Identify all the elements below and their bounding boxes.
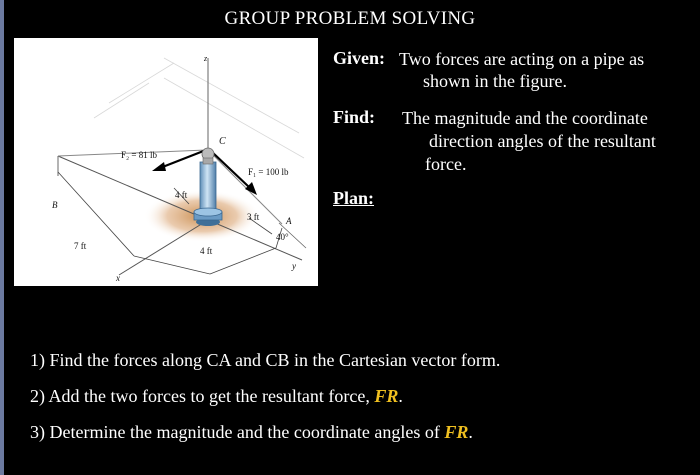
plan-steps — [30, 349, 500, 457]
plan-step-3-fr: FR — [444, 422, 469, 442]
plan-step-1 — [30, 349, 500, 385]
faint-sketch-lines — [94, 58, 304, 158]
plan-step-3 — [30, 421, 500, 457]
plan-step-1-text: 1) Find the forces along CA and CB in the Cartesian vector form. — [30, 350, 501, 370]
given-label: Given: — [333, 48, 385, 68]
given-line-2: shown in the figure. — [423, 71, 567, 91]
label-c: C — [219, 136, 226, 147]
plan-step-2 — [30, 385, 500, 421]
label-b: B — [52, 200, 58, 210]
given-text — [399, 48, 684, 92]
label-3ft: 3 ft — [247, 212, 260, 222]
label-z: z — [204, 54, 208, 63]
plan-step-2-end: . — [398, 386, 403, 406]
label-4ft-upper: 4 ft — [175, 190, 188, 200]
given-line-1: Two forces are acting on a pipe as — [399, 49, 645, 69]
label-x: x — [116, 273, 120, 283]
label-f1: F₁ = 100 lb — [248, 167, 289, 177]
label-40-degrees: 40° — [276, 232, 289, 242]
find-label: Find: — [333, 107, 376, 127]
pipe-force-figure — [14, 38, 318, 286]
label-7ft: 7 ft — [74, 241, 87, 251]
figure-drawing — [14, 38, 318, 286]
label-a: A — [286, 216, 292, 226]
plan-step-2-fr: FR — [374, 386, 399, 406]
find-line-2: direction angles of the resultant — [429, 131, 656, 151]
find-line-1: The magnitude and the coordinate — [402, 108, 648, 128]
find-line-3: force. — [425, 154, 467, 174]
plan-step-3-text: 3) Determine the magnitude and the coordinate angles of — [30, 422, 445, 442]
label-4ft-lower: 4 ft — [200, 246, 213, 256]
find-text — [402, 107, 692, 176]
force-arrow-f2 — [152, 150, 206, 171]
label-y: y — [292, 261, 296, 271]
slide-edge-strip — [0, 0, 4, 475]
label-f2: F₂ = 81 lb — [121, 150, 157, 160]
ground-line-b — [58, 156, 208, 220]
plan-step-3-end: . — [468, 422, 473, 442]
plan-label: Plan: — [333, 188, 375, 208]
plan-step-2-text: 2) Add the two forces to get the resultant force, — [30, 386, 375, 406]
slide-title: GROUP PROBLEM SOLVING — [224, 8, 476, 29]
